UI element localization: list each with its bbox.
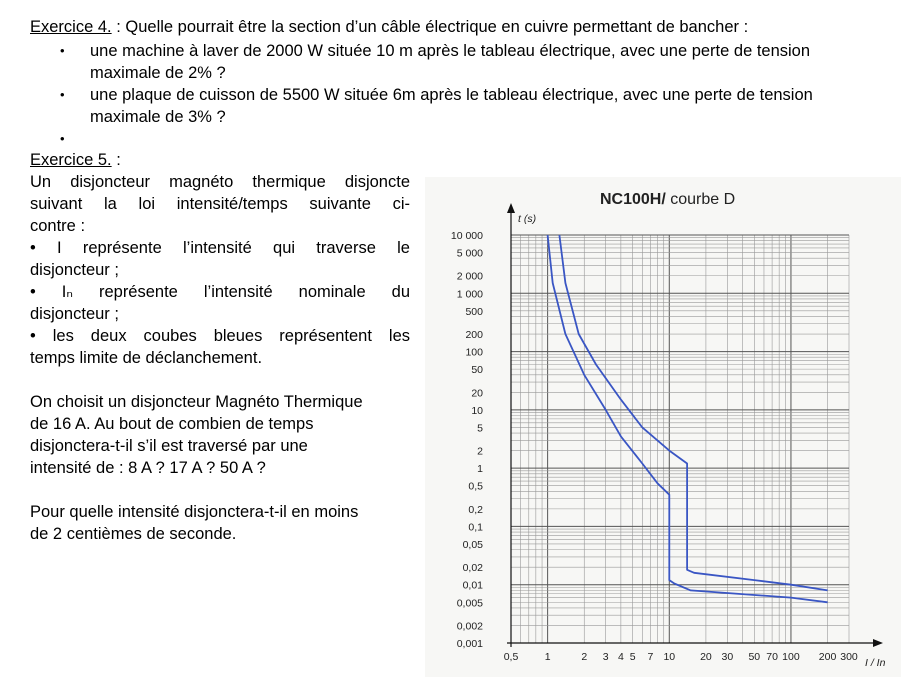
x-tick-label: 1 (544, 651, 551, 663)
y-tick-label: 2 (477, 445, 483, 458)
x-tick-label: 70 (766, 651, 778, 663)
exercise5-title-line (30, 149, 121, 171)
x-tick-label: 10 (663, 651, 676, 663)
x-axis-arrow-icon (873, 639, 883, 647)
chart-title-bold: NC100H/ (600, 191, 666, 208)
exercise5-p1-line: contre : (30, 217, 86, 235)
y-tick-label: 50 (471, 364, 483, 377)
y-axis-label: t (s) (518, 213, 537, 225)
exercise5-b1-line: disjoncteur ; (30, 261, 119, 279)
y-tick-label: 0,05 (462, 538, 483, 551)
exercise5-b3-line: • les deux coubes bleues représentent les (30, 327, 410, 345)
exercise4-item1-line1: une machine à laver de 2000 W située 10 m après le tableau électrique, avec une perte de tension (90, 42, 811, 60)
x-tick-labels (504, 651, 858, 663)
y-tick-label: 0,1 (468, 521, 483, 534)
exercise4-item1-line2: maximale de 2% ? (90, 64, 226, 82)
x-tick-label: 5 (629, 651, 636, 663)
y-tick-label: 20 (471, 387, 483, 400)
y-tick-labels (451, 230, 483, 650)
y-tick-label: 0,005 (456, 597, 483, 610)
chart-grid (511, 235, 849, 643)
y-tick-label: 500 (465, 305, 483, 318)
y-tick-label: 1 000 (456, 288, 483, 301)
x-tick-label: 50 (748, 651, 761, 663)
x-tick-label: 300 (840, 651, 858, 663)
exercise5-p1-line: Un disjoncteur magnéto thermique disjoncte (30, 173, 410, 191)
y-tick-label: 5 000 (456, 247, 483, 260)
exercise5-p3-line: Pour quelle intensité disjonctera-t-il en moins (30, 503, 359, 521)
y-tick-label: 0,2 (468, 503, 483, 516)
exercise5-heading: Exercice 5. (30, 151, 112, 169)
y-tick-label: 100 (465, 346, 483, 359)
exercise5-b2-line: • Iₙ représente l’intensité nominale du (30, 283, 410, 301)
x-tick-label: 3 (602, 651, 609, 663)
y-tick-label: 0,02 (462, 562, 483, 575)
exercise5-heading-suffix: : (111, 151, 121, 169)
exercise4-item2-line2: maximale de 3% ? (90, 108, 226, 126)
exercise4-title-line (30, 16, 748, 38)
y-tick-label: 0,001 (456, 638, 483, 650)
trip-curve-figure (425, 177, 901, 677)
exercise5-p1-line: suivant la loi intensité/temps suivante ci- (30, 195, 410, 213)
bullet-icon: • (60, 43, 65, 58)
chart-title-rest: courbe D (665, 191, 736, 208)
y-tick-label: 0,5 (468, 480, 483, 493)
y-tick-label: 5 (477, 422, 483, 435)
blank-line (30, 479, 410, 501)
blank-line (30, 369, 410, 391)
x-axis-label: I / In (865, 657, 886, 669)
y-tick-label: 1 (477, 463, 483, 476)
exercise4-intro: : Quelle pourrait être la section d’un câble électrique en cuivre permettant de bancher : (111, 18, 749, 36)
x-tick-label: 2 (581, 651, 588, 663)
y-tick-label: 2 000 (456, 270, 483, 283)
exercise5-b3-line: temps limite de déclanchement. (30, 349, 263, 367)
exercise5-body (30, 171, 410, 545)
chart-title (600, 191, 735, 208)
x-tick-label: 100 (782, 651, 800, 663)
exercise4-item2-line1: une plaque de cuisson de 5500 W située 6m après le tableau électrique, avec une perte de tension (90, 86, 813, 104)
y-tick-label: 0,002 (456, 620, 483, 633)
exercise4-heading: Exercice 4. (30, 18, 112, 36)
y-tick-label: 10 (471, 404, 483, 417)
x-tick-label: 4 (617, 651, 624, 663)
exercise5-p2-line: intensité de : 8 A ? 17 A ? 50 A ? (30, 459, 266, 477)
y-tick-label: 10 000 (450, 230, 483, 242)
y-tick-label: 200 (465, 329, 483, 342)
x-tick-label: 20 (700, 651, 712, 663)
x-tick-label: 30 (721, 651, 734, 663)
x-tick-label: 0,5 (503, 651, 519, 663)
exercise5-b2-line: disjoncteur ; (30, 305, 119, 323)
bullet-icon: • (60, 87, 65, 102)
exercise5-p2-line: disjonctera-t-il s’il est traversé par une (30, 437, 308, 455)
exercise5-p2-line: de 16 A. Au bout de combien de temps (30, 415, 314, 433)
y-tick-label: 0,01 (462, 579, 483, 592)
trip-curve-chart (425, 177, 901, 677)
exercise5-p3-line: de 2 centièmes de seconde. (30, 525, 237, 543)
x-tick-label: 7 (647, 651, 654, 663)
bullet-icon: • (60, 131, 65, 146)
exercise5-b1-line: • I représente l’intensité qui traverse le (30, 239, 410, 257)
exercise5-p2-line: On choisit un disjoncteur Magnéto Thermique (30, 393, 363, 411)
y-axis-arrow-icon (507, 203, 515, 213)
x-tick-label: 200 (818, 651, 837, 663)
